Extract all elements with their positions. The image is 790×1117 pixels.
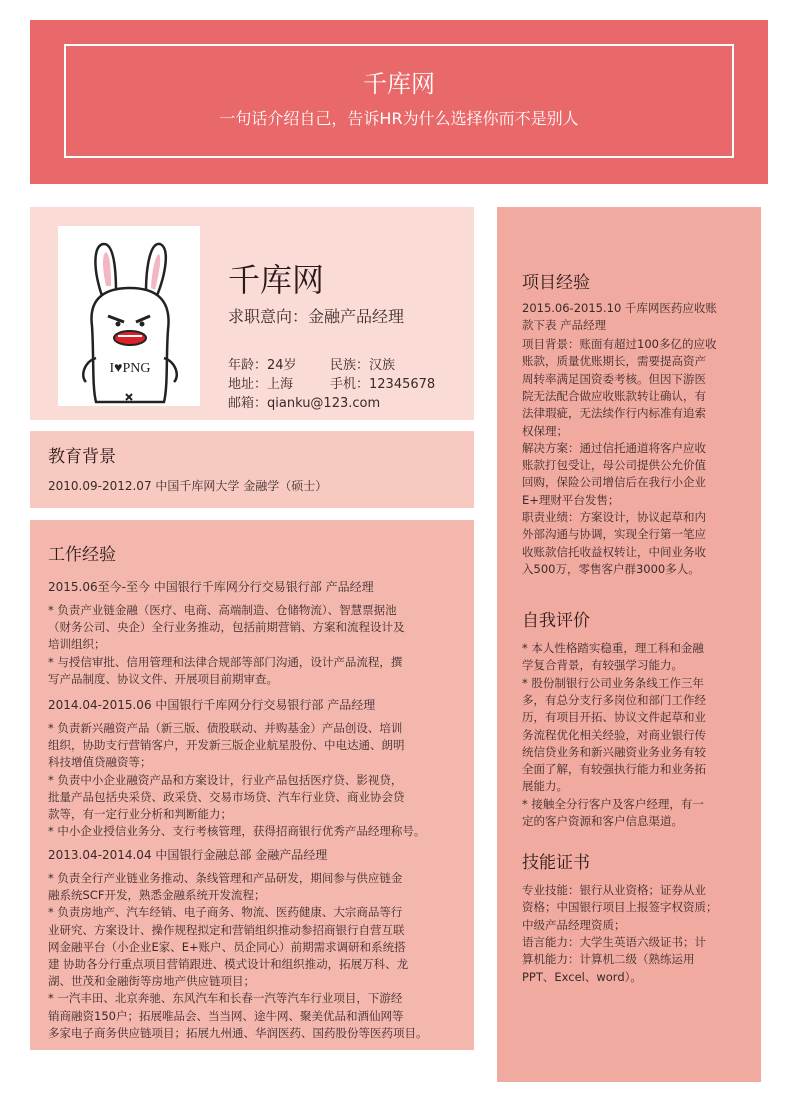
- skill-line: 语言能力：大学生英语六级证书；计: [522, 934, 706, 949]
- skill-line: 专业技能：银行从业资格；证券从业: [522, 883, 706, 897]
- job-line: * 负责房地产、汽车经销、电子商务、物流、医药健康、大宗商品等行: [48, 905, 403, 920]
- self-eval-line: 学复合背景，有较强学习能力。: [522, 658, 683, 673]
- header-title: 千库网: [363, 70, 435, 98]
- project-line: 回购，保险公司增信后在我行小企业: [522, 475, 706, 490]
- header-frame: [64, 44, 734, 158]
- self-eval-line: 历，有项目开拓、协议文件起草和业: [522, 710, 706, 725]
- projects-title: 项目经验: [522, 273, 590, 293]
- project-heading: 款下表 产品经理: [522, 318, 607, 332]
- skills-title: 技能证书: [522, 853, 590, 873]
- job-line: 销商融资150户；拓展唯品会、当当网、途牛网、聚美优品和酒仙网等: [48, 1008, 404, 1023]
- address: 地址：上海: [228, 377, 294, 392]
- self-eval-line: 展能力。: [522, 779, 568, 794]
- project-line: 院无法配合做应收账款转让确认，有: [522, 388, 706, 403]
- job-line: 网金融平台（小企业E家、E+账户、员企同心）前期需求调研和系统搭: [48, 939, 406, 954]
- avatar: [58, 226, 200, 406]
- job-intent: 求职意向：金融产品经理: [228, 307, 405, 326]
- project-line: 职责业绩：方案设计，协议起草和内: [522, 510, 706, 524]
- header-banner: [30, 20, 768, 184]
- job-line: 款等，有一定行业分析和判断能力；: [48, 807, 232, 821]
- job-line: 写产品制度、协议文件、开展项目前期审查。: [48, 671, 278, 686]
- project-line: 周转率满足国资委考核。但因下游医: [522, 371, 706, 386]
- self-eval-line: 定的客户资源和客户信息渠道。: [522, 814, 683, 828]
- profile-card: [30, 207, 474, 420]
- job-line: （财务公司、央企）全行业务推动，包括前期营销、方案和流程设计及: [48, 620, 405, 635]
- email: 邮箱：qianku@123.com: [228, 396, 381, 411]
- ethnicity: 民族：汉族: [330, 358, 396, 373]
- skill-line: PPT、Excel、word）。: [522, 969, 642, 984]
- project-line: 解决方案：通过信托通道将客户应收: [522, 440, 706, 455]
- project-line: 项目背景：账面有超过100多亿的应收: [522, 337, 717, 351]
- job-line: * 负责全行产业链业务推动、条线管理和产品研发，期间参与供应链金: [48, 871, 403, 885]
- job-line: 批量产品包括央采贷、政采贷、交易市场贷、汽车行业贷、商业协会贷: [48, 789, 405, 804]
- self-eval-line: 统信贷业务和新兴融资业务业务有较: [522, 744, 706, 759]
- job-line: 多家电子商务供应链项目；拓展九州通、华润医药、国药股份等医药项目。: [48, 1025, 428, 1040]
- skill-line: 算机能力：计算机二级（熟练运用: [522, 952, 695, 967]
- job-line: 湖、世茂和金融街等房地产供应链项目；: [48, 974, 255, 989]
- phone: 手机：12345678: [330, 377, 436, 392]
- project-line: 权保理；: [522, 423, 568, 438]
- job-line: * 负责新兴融资产品（新三版、债股联动、并购基金）产品创设、培训: [48, 721, 403, 735]
- project-line: 收账款信托收益权转让，中间业务收: [522, 544, 706, 559]
- project-line: 账款打包受让，母公司提供公允价值: [522, 458, 706, 473]
- education-title: 教育背景: [48, 447, 116, 467]
- right-column: [497, 207, 761, 1082]
- project-line: E+理财平台发售；: [522, 492, 620, 507]
- job-line: 建 协助各分行重点项目营销跟进、模式设计和组织推动，拓展万科、龙: [48, 957, 409, 971]
- education-section: [30, 431, 474, 508]
- self-eval-line: * 股份制银行公司业务条线工作三年: [522, 675, 704, 690]
- job-line: 培训组织；: [48, 637, 106, 652]
- education-entry: 2010.09-2012.07 中国千库网大学 金融学（硕士）: [48, 479, 328, 493]
- project-line: 账款，质量优账期长，需要提高资产: [522, 354, 706, 369]
- job-line: * 与授信审批、信用管理和法律合规部等部门沟通，设计产品流程，撰: [48, 654, 403, 669]
- job-line: * 负责中小企业融资产品和方案设计，行业产品包括医疗贷、影视贷，: [48, 772, 403, 787]
- self-eval-title: 自我评价: [522, 611, 590, 631]
- project-line: 外部沟通与协调，实现全行第一笔应: [522, 527, 706, 542]
- job-heading: 2015.06至今-至今 中国银行千库网分行交易银行部 产品经理: [48, 580, 374, 594]
- avatar-caption: I♥PNG: [109, 361, 151, 376]
- project-line: 入500万，零售客户群3000多人。: [522, 561, 700, 576]
- skill-line: 中级产品经理资质；: [522, 917, 626, 932]
- self-eval-line: * 本人性格踏实稳重，理工科和金融: [522, 641, 704, 655]
- header-subtitle: 一句话介绍自己，告诉HR为什么选择你而不是别人: [219, 109, 579, 128]
- job-heading: 2014.04-2015.06 中国银行千库网分行交易银行部 产品经理: [48, 698, 376, 712]
- job-line: 业研究、方案设计、操作规程拟定和营销组织推动参招商银行自营互联: [48, 922, 405, 937]
- job-line: 融系统SCF开发，熟悉金融系统开发流程；: [48, 888, 266, 903]
- self-eval-line: 全面了解，有较强执行能力和业务拓: [522, 762, 706, 777]
- job-line: * 中小企业授信业务分、支行考核管理，获得招商银行优秀产品经理称号。: [48, 824, 426, 839]
- self-eval-line: 多，有总分支行多岗位和部门工作经: [522, 692, 706, 707]
- project-line: 法律瑕疵，无法续作行内标准有追索: [522, 406, 706, 421]
- job-line: * 负责产业链金融（医疗、电商、高端制造、仓储物流）、智慧票据池: [48, 603, 397, 617]
- profile-name: 千库网: [228, 261, 325, 299]
- work-title: 工作经验: [48, 545, 116, 565]
- self-eval-line: 务流程优化相关经验，对商业银行传: [522, 727, 706, 742]
- age: 年龄：24岁: [228, 358, 297, 373]
- project-heading: 2015.06-2015.10 千库网医药应收账: [522, 301, 717, 315]
- skill-line: 资格；中国银行项目上报签字权资质；: [522, 900, 718, 915]
- self-eval-line: * 接触全分行客户及客户经理，有一: [522, 796, 704, 811]
- work-section: [30, 520, 474, 1050]
- job-line: * 一汽丰田、北京奔驰、东风汽车和长春一汽等汽车行业项目，下游经: [48, 991, 403, 1006]
- job-heading: 2013.04-2014.04 中国银行金融总部 金融产品经理: [48, 848, 328, 862]
- job-line: 科技增值贷融资等；: [48, 755, 152, 770]
- rabbit-avatar-icon: [58, 226, 200, 406]
- job-line: 组织，协助支行营销客户，开发新三版企业航星股份、中电达通、朗明: [48, 738, 405, 753]
